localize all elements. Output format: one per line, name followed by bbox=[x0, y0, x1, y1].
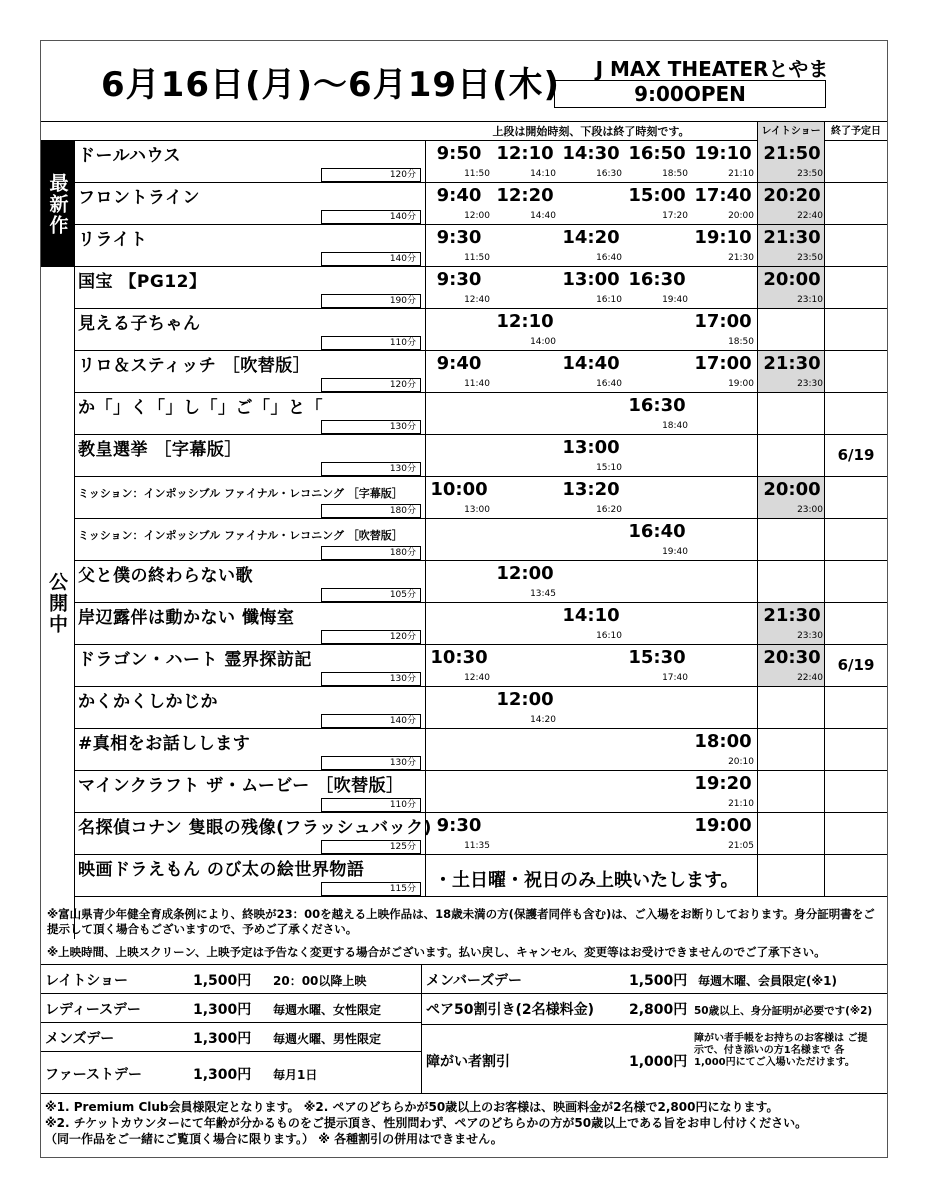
movie-title: リロ＆スティッチ ［吹替版］ bbox=[78, 356, 311, 376]
showtimes-cell bbox=[425, 141, 757, 182]
late-show-cell bbox=[757, 309, 825, 350]
footer-line-1: ※1. Premium Club会員様限定となります。 ※2. ペアのどちらかが50歳以上のお客様は、映画料金が2名様で2,800円になります。 bbox=[45, 1100, 779, 1114]
showtime bbox=[492, 309, 558, 350]
end-date bbox=[825, 855, 887, 896]
end-time: 18:40 bbox=[662, 421, 688, 431]
movie-duration: 130分 bbox=[321, 756, 421, 770]
showtimes-cell bbox=[425, 519, 757, 560]
table-row bbox=[75, 771, 887, 813]
showtimes-cell bbox=[425, 771, 757, 812]
end-time: 11:50 bbox=[464, 169, 490, 179]
table-row bbox=[75, 855, 887, 897]
showtime bbox=[690, 813, 756, 854]
late-show-header: レイトショー bbox=[757, 122, 825, 141]
start-time: 17:00 bbox=[694, 353, 752, 374]
price-name: ファーストデー bbox=[45, 1067, 143, 1083]
showtime bbox=[426, 477, 492, 518]
end-date bbox=[825, 393, 887, 434]
schedule-sheet bbox=[40, 40, 888, 1158]
showtimes-cell bbox=[425, 603, 757, 644]
start-time: 14:40 bbox=[562, 353, 620, 374]
showtimes-cell bbox=[425, 729, 757, 770]
start-time: 18:00 bbox=[694, 731, 752, 752]
late-start-time: 20:20 bbox=[763, 185, 821, 206]
late-start-time: 21:30 bbox=[763, 605, 821, 626]
price-row bbox=[41, 965, 421, 994]
late-show-cell bbox=[757, 267, 825, 308]
showtime bbox=[492, 141, 558, 182]
table-row bbox=[75, 561, 887, 603]
end-time: 21:10 bbox=[728, 169, 754, 179]
showtime bbox=[690, 141, 756, 182]
price-row bbox=[41, 1052, 421, 1094]
category-new: 最新作 bbox=[41, 141, 75, 267]
showtime bbox=[690, 351, 756, 392]
movie-title: 教皇選挙 ［字幕版］ bbox=[78, 440, 242, 460]
table-row bbox=[75, 267, 887, 309]
start-time: 12:00 bbox=[496, 689, 554, 710]
showtimes-cell bbox=[425, 267, 757, 308]
showtimes-cell bbox=[425, 435, 757, 476]
start-time: 15:00 bbox=[628, 185, 686, 206]
showtime bbox=[690, 729, 756, 770]
category-now-showing: 公開中 bbox=[41, 267, 75, 939]
end-date bbox=[825, 141, 887, 182]
late-showtime bbox=[759, 225, 825, 266]
movie-duration: 130分 bbox=[321, 462, 421, 476]
table-row bbox=[75, 603, 887, 645]
late-end-time: 22:40 bbox=[797, 211, 823, 221]
end-time: 14:40 bbox=[530, 211, 556, 221]
start-time: 12:10 bbox=[496, 143, 554, 164]
showtime bbox=[426, 183, 492, 224]
showtimes-cell bbox=[425, 309, 757, 350]
date-range: 6月16日(月)～6月19日(木) bbox=[101, 65, 561, 105]
end-date bbox=[825, 351, 887, 392]
late-showtime bbox=[759, 183, 825, 224]
late-end-time: 23:30 bbox=[797, 379, 823, 389]
price-row bbox=[422, 1025, 887, 1094]
movie-title: 見える子ちゃん bbox=[78, 314, 201, 334]
end-time: 12:40 bbox=[464, 295, 490, 305]
showtime bbox=[558, 435, 624, 476]
table-row bbox=[75, 813, 887, 855]
price-row bbox=[422, 994, 887, 1025]
showtime bbox=[426, 645, 492, 686]
movie-duration: 140分 bbox=[321, 210, 421, 224]
end-date: 6/19 bbox=[837, 656, 875, 674]
late-showtime bbox=[759, 267, 825, 308]
late-show-cell bbox=[757, 351, 825, 392]
table-row bbox=[75, 351, 887, 393]
late-show-cell bbox=[757, 435, 825, 476]
age-restriction-note: ※富山県青少年健全育成条例により、終映が23：00を越える上映作品は、18歳未満の方(保護者同伴も含む)は、ご入場をお断りしております。身分証明書をご提示して頂く場合もございますので、予めご了承ください。 bbox=[47, 907, 875, 936]
price-amount: 2,800円 bbox=[629, 1002, 688, 1018]
end-date bbox=[825, 477, 887, 518]
showtime bbox=[558, 225, 624, 266]
movie-title: かくかくしかじか bbox=[78, 692, 218, 712]
end-time: 13:45 bbox=[530, 589, 556, 599]
table-header bbox=[41, 121, 887, 141]
start-time: 12:20 bbox=[496, 185, 554, 206]
movie-duration: 115分 bbox=[321, 882, 421, 896]
late-start-time: 21:50 bbox=[763, 143, 821, 164]
price-amount: 1,000円 bbox=[629, 1054, 688, 1070]
price-description: 毎週火曜、男性限定 bbox=[273, 1032, 382, 1046]
start-time: 9:30 bbox=[436, 227, 482, 248]
price-description: 毎週水曜、女性限定 bbox=[273, 1003, 382, 1017]
movie-title: フロントライン bbox=[78, 188, 200, 208]
showtime bbox=[558, 141, 624, 182]
end-time: 14:20 bbox=[530, 715, 556, 725]
price-name: メンバーズデー bbox=[426, 973, 523, 989]
price-table bbox=[41, 964, 887, 1094]
movie-duration: 120分 bbox=[321, 630, 421, 644]
movie-title: 父と僕の終わらない歌 bbox=[78, 566, 253, 586]
end-date bbox=[825, 561, 887, 602]
end-date bbox=[825, 309, 887, 350]
movie-title: 国宝 【PG12】 bbox=[78, 272, 207, 292]
end-time: 19:40 bbox=[662, 547, 688, 557]
late-end-time: 23:50 bbox=[797, 253, 823, 263]
late-start-time: 20:00 bbox=[763, 269, 821, 290]
price-row bbox=[41, 1023, 421, 1052]
showtime bbox=[426, 225, 492, 266]
showtime bbox=[558, 477, 624, 518]
movie-title: ドラゴン・ハート 霊界探訪記 bbox=[78, 650, 312, 670]
showtime bbox=[492, 687, 558, 728]
start-time: 10:00 bbox=[430, 479, 488, 500]
movie-title: ドールハウス bbox=[78, 146, 181, 166]
footer-line-3: （同一作品をご一緒にご覧頂く場合に限ります。） ※ 各種割引の併用はできません。 bbox=[45, 1132, 503, 1146]
movie-duration: 130分 bbox=[321, 672, 421, 686]
end-time: 18:50 bbox=[662, 169, 688, 179]
showtime bbox=[558, 267, 624, 308]
start-time: 12:10 bbox=[496, 311, 554, 332]
table-row bbox=[75, 645, 887, 687]
end-time: 14:10 bbox=[530, 169, 556, 179]
showtime bbox=[426, 267, 492, 308]
start-time: 9:50 bbox=[436, 143, 482, 164]
end-date bbox=[825, 225, 887, 266]
price-row bbox=[41, 994, 421, 1023]
showtimes-cell bbox=[425, 645, 757, 686]
start-time: 14:20 bbox=[562, 227, 620, 248]
start-time: 13:20 bbox=[562, 479, 620, 500]
end-date bbox=[825, 183, 887, 224]
movie-duration: 180分 bbox=[321, 546, 421, 560]
end-time: 20:00 bbox=[728, 211, 754, 221]
movie-title: 映画ドラえもん のび太の絵世界物語 bbox=[78, 860, 365, 880]
schedule-change-note: ※上映時間、上映スクリーン、上映予定は予告なく変更する場合がございます。払い戻し、キャンセル、変更等はお受けできませんのでご了承下さい。 bbox=[47, 945, 826, 959]
start-time: 9:40 bbox=[436, 185, 482, 206]
late-end-time: 23:00 bbox=[797, 505, 823, 515]
end-time: 11:35 bbox=[464, 841, 490, 851]
movie-duration: 140分 bbox=[321, 714, 421, 728]
end-time: 14:00 bbox=[530, 337, 556, 347]
start-time: 19:20 bbox=[694, 773, 752, 794]
start-time: 9:40 bbox=[436, 353, 482, 374]
showtime bbox=[624, 141, 690, 182]
showtime bbox=[492, 183, 558, 224]
showtimes-cell bbox=[425, 393, 757, 434]
start-time: 13:00 bbox=[562, 269, 620, 290]
price-name: 障がい者割引 bbox=[426, 1054, 510, 1070]
showtime bbox=[558, 351, 624, 392]
open-time: 9:00OPEN bbox=[554, 80, 826, 108]
showtime bbox=[426, 351, 492, 392]
late-showtime bbox=[759, 141, 825, 182]
late-end-time: 23:50 bbox=[797, 169, 823, 179]
table-row bbox=[75, 519, 887, 561]
start-time: 16:40 bbox=[628, 521, 686, 542]
showtime bbox=[624, 645, 690, 686]
late-show-cell bbox=[757, 561, 825, 602]
end-time: 11:40 bbox=[464, 379, 490, 389]
end-time: 19:00 bbox=[728, 379, 754, 389]
price-name: メンズデー bbox=[45, 1031, 115, 1047]
movie-title: #真相をお話しします bbox=[78, 734, 251, 754]
late-show-cell bbox=[757, 813, 825, 854]
movie-title: か「」く「」し「」ご「」と「 bbox=[78, 398, 323, 418]
end-time: 11:50 bbox=[464, 253, 490, 263]
late-end-time: 23:10 bbox=[797, 295, 823, 305]
showtimes-cell bbox=[425, 183, 757, 224]
movie-title: 岸辺露伴は動かない 懺悔室 bbox=[78, 608, 295, 628]
price-description: 毎月1日 bbox=[273, 1068, 318, 1082]
late-show-cell bbox=[757, 519, 825, 560]
start-time: 14:10 bbox=[562, 605, 620, 626]
price-name: レディースデー bbox=[45, 1002, 141, 1018]
late-showtime bbox=[759, 645, 825, 686]
end-time: 16:10 bbox=[596, 295, 622, 305]
showtime bbox=[624, 183, 690, 224]
movie-duration: 110分 bbox=[321, 798, 421, 812]
movie-duration: 140分 bbox=[321, 252, 421, 266]
start-time: 12:00 bbox=[496, 563, 554, 584]
late-show-cell bbox=[757, 687, 825, 728]
end-time: 17:40 bbox=[662, 673, 688, 683]
end-time: 16:40 bbox=[596, 253, 622, 263]
late-showtime bbox=[759, 603, 825, 644]
price-amount: 1,300円 bbox=[193, 1067, 252, 1083]
late-start-time: 20:30 bbox=[763, 647, 821, 668]
showtimes-cell bbox=[425, 813, 757, 854]
showtime bbox=[492, 561, 558, 602]
end-time: 21:05 bbox=[728, 841, 754, 851]
header-note: 上段は開始時刻、下段は終了時刻です。 bbox=[492, 125, 690, 138]
movie-duration: 130分 bbox=[321, 420, 421, 434]
end-date bbox=[825, 729, 887, 770]
late-show-cell bbox=[757, 141, 825, 182]
showtime bbox=[624, 519, 690, 560]
table-row bbox=[75, 687, 887, 729]
end-time: 15:10 bbox=[596, 463, 622, 473]
late-end-time: 23:30 bbox=[797, 631, 823, 641]
late-show-cell bbox=[757, 225, 825, 266]
end-time: 18:50 bbox=[728, 337, 754, 347]
table-row bbox=[75, 435, 887, 477]
table-row bbox=[75, 477, 887, 519]
end-time: 16:30 bbox=[596, 169, 622, 179]
start-time: 19:10 bbox=[694, 227, 752, 248]
start-time: 10:30 bbox=[430, 647, 488, 668]
table-row bbox=[75, 141, 887, 183]
end-time: 21:10 bbox=[728, 799, 754, 809]
table-row bbox=[75, 183, 887, 225]
showtime bbox=[690, 183, 756, 224]
start-time: 16:30 bbox=[628, 269, 686, 290]
end-date bbox=[825, 771, 887, 812]
movie-title: リライト bbox=[78, 230, 148, 250]
end-date-header: 終了予定日 bbox=[831, 126, 881, 137]
price-amount: 1,300円 bbox=[193, 1002, 252, 1018]
end-time: 16:40 bbox=[596, 379, 622, 389]
late-show-cell bbox=[757, 855, 825, 896]
table-row bbox=[75, 729, 887, 771]
price-amount: 1,500円 bbox=[629, 973, 688, 989]
showtime bbox=[690, 771, 756, 812]
end-time: 19:40 bbox=[662, 295, 688, 305]
start-time: 17:40 bbox=[694, 185, 752, 206]
late-start-time: 20:00 bbox=[763, 479, 821, 500]
movie-duration: 120分 bbox=[321, 378, 421, 392]
movie-duration: 105分 bbox=[321, 588, 421, 602]
end-time: 16:20 bbox=[596, 505, 622, 515]
movie-duration: 110分 bbox=[321, 336, 421, 350]
movie-title: ミッション：インポッシブル ファイナル・レコニング ［吹替版］ bbox=[78, 529, 403, 542]
movie-duration: 125分 bbox=[321, 840, 421, 854]
start-time: 14:30 bbox=[562, 143, 620, 164]
showtime bbox=[624, 267, 690, 308]
end-date bbox=[825, 519, 887, 560]
showtimes-cell bbox=[425, 225, 757, 266]
start-time: 9:30 bbox=[436, 815, 482, 836]
footer-line-2: ※2. チケットカウンターにて年齢が分かるものをご提示頂き、性別問わず、ペアのどちらかの方が50歳以上である旨をお申し付けください。 bbox=[45, 1116, 808, 1130]
late-showtime bbox=[759, 351, 825, 392]
start-time: 19:10 bbox=[694, 143, 752, 164]
price-name: レイトショー bbox=[45, 973, 129, 989]
end-time: 20:10 bbox=[728, 757, 754, 767]
end-date bbox=[825, 603, 887, 644]
movie-duration: 190分 bbox=[321, 294, 421, 308]
showtime bbox=[690, 309, 756, 350]
start-time: 16:30 bbox=[628, 395, 686, 416]
weekend-only-notice: ・土日曜・祝日のみ上映いたします。 bbox=[434, 870, 739, 891]
theater-name: J MAX THEATERとやま bbox=[595, 57, 829, 81]
late-show-cell bbox=[757, 771, 825, 812]
showtimes-cell bbox=[425, 855, 757, 896]
start-time: 16:50 bbox=[628, 143, 686, 164]
start-time: 17:00 bbox=[694, 311, 752, 332]
late-start-time: 21:30 bbox=[763, 227, 821, 248]
price-amount: 1,500円 bbox=[193, 973, 252, 989]
movie-title: ミッション：インポッシブル ファイナル・レコニング ［字幕版］ bbox=[78, 487, 403, 500]
end-date bbox=[825, 813, 887, 854]
movie-duration: 180分 bbox=[321, 504, 421, 518]
late-show-cell bbox=[757, 183, 825, 224]
late-showtime bbox=[759, 477, 825, 518]
showtimes-cell bbox=[425, 561, 757, 602]
late-show-cell bbox=[757, 477, 825, 518]
table-row bbox=[75, 309, 887, 351]
end-date: 6/19 bbox=[837, 446, 875, 464]
late-show-cell bbox=[757, 603, 825, 644]
late-show-cell bbox=[757, 729, 825, 770]
end-time: 17:20 bbox=[662, 211, 688, 221]
end-time: 16:10 bbox=[596, 631, 622, 641]
movie-title: 名探偵コナン 隻眼の残像(フラッシュバック) bbox=[78, 818, 432, 838]
showtime bbox=[690, 225, 756, 266]
end-date bbox=[825, 687, 887, 728]
price-description: 20：00以降上映 bbox=[273, 974, 367, 988]
showtimes-cell bbox=[425, 351, 757, 392]
start-time: 13:00 bbox=[562, 437, 620, 458]
table-row bbox=[75, 393, 887, 435]
price-amount: 1,300円 bbox=[193, 1031, 252, 1047]
end-time: 12:00 bbox=[464, 211, 490, 221]
showtime bbox=[426, 813, 492, 854]
end-time: 12:40 bbox=[464, 673, 490, 683]
late-show-cell bbox=[757, 393, 825, 434]
start-time: 9:30 bbox=[436, 269, 482, 290]
price-description: 毎週木曜、会員限定(※1) bbox=[698, 974, 837, 988]
end-time: 21:30 bbox=[728, 253, 754, 263]
showtimes-cell bbox=[425, 477, 757, 518]
showtime bbox=[426, 141, 492, 182]
start-time: 15:30 bbox=[628, 647, 686, 668]
end-date bbox=[825, 267, 887, 308]
movie-duration: 120分 bbox=[321, 168, 421, 182]
showtime bbox=[624, 393, 690, 434]
price-description: 障がい者手帳をお持ちのお客様は ご提示で、付き添いの方1名様まで 各1,000円にてご入場いただけます。 bbox=[694, 1033, 868, 1068]
footer-notes bbox=[45, 1099, 885, 1147]
movie-title: マインクラフト ザ・ムービー ［吹替版］ bbox=[78, 776, 404, 796]
late-end-time: 22:40 bbox=[797, 673, 823, 683]
table-row bbox=[75, 225, 887, 267]
showtimes-cell bbox=[425, 687, 757, 728]
price-name: ペア50割引き(2名様料金) bbox=[426, 1002, 595, 1018]
end-time: 13:00 bbox=[464, 505, 490, 515]
late-start-time: 21:30 bbox=[763, 353, 821, 374]
showtime bbox=[558, 603, 624, 644]
price-row bbox=[422, 965, 887, 994]
price-description: 50歳以上、身分証明が必要です(※2) bbox=[694, 1005, 873, 1017]
late-show-cell bbox=[757, 645, 825, 686]
start-time: 19:00 bbox=[694, 815, 752, 836]
